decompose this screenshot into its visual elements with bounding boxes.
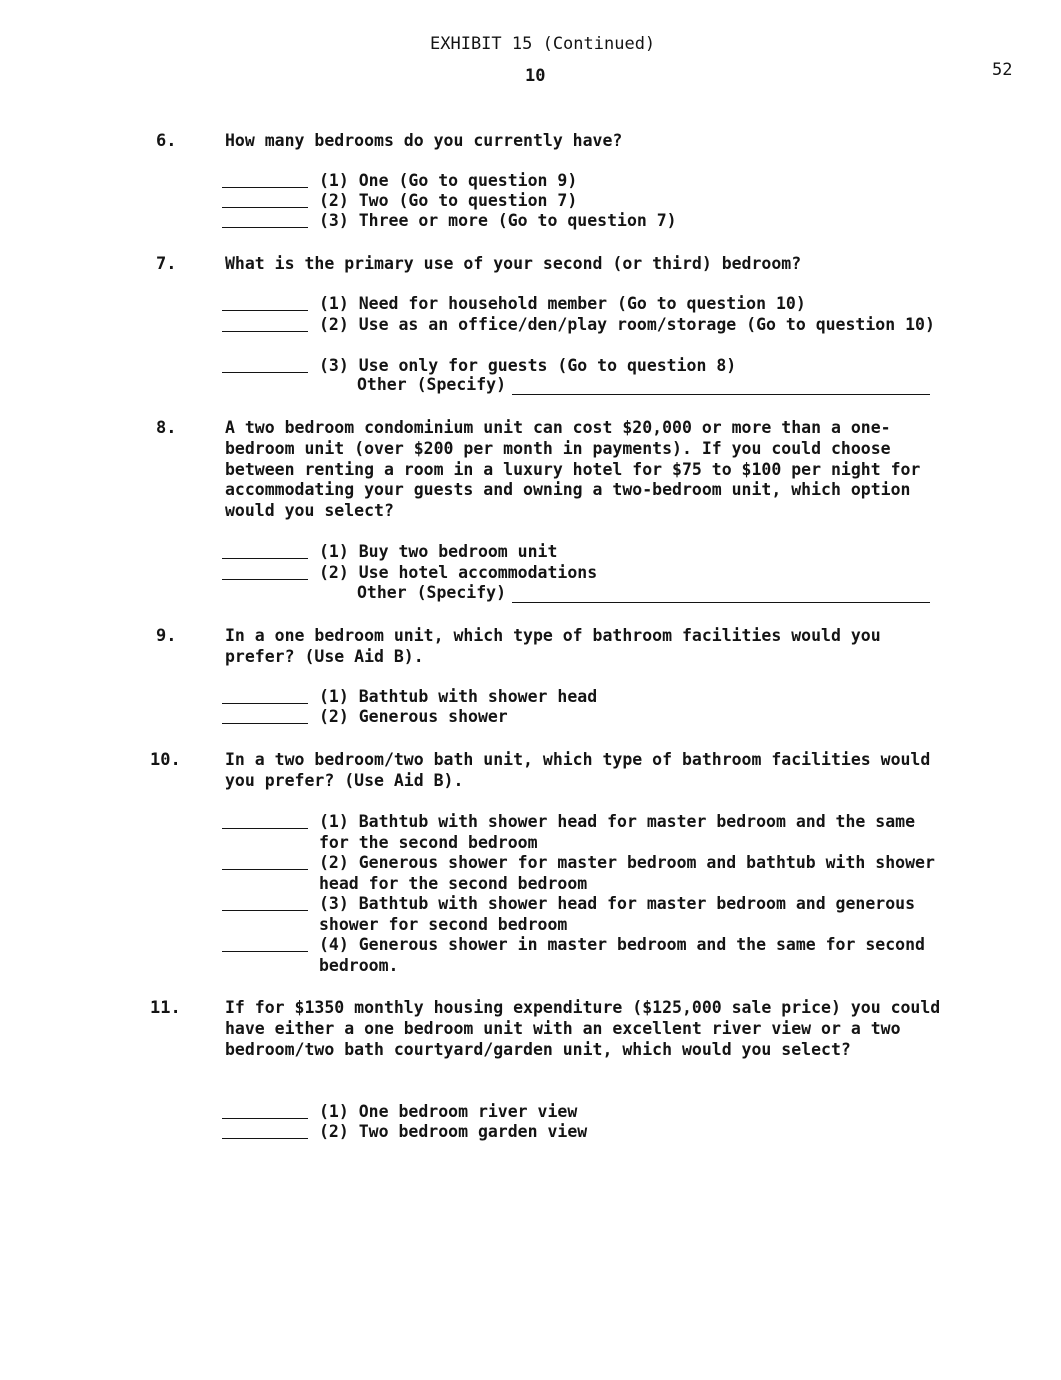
other-specify-label: Other (Specify)	[357, 583, 507, 602]
question-text: In a two bedroom/two bath unit, which type of bathroom facilities would you prefer? (Use Aid B).	[225, 750, 931, 790]
answer-blank[interactable]	[222, 828, 308, 829]
answer-option	[222, 542, 962, 562]
option-label: (3) Use only for guests (Go to question 8)	[319, 356, 737, 375]
answer-option	[222, 356, 962, 376]
answer-blank[interactable]	[222, 187, 308, 188]
answer-option	[222, 171, 962, 191]
other-specify	[357, 583, 957, 605]
answer-option	[222, 294, 962, 314]
question-text: If for $1350 monthly housing expenditure ($125,000 sale price) you could have either a one bedroom unit with an excellent river view or a two bedroom/two bath courtyard/garden unit, which would you select?	[225, 998, 941, 1059]
other-specify-line[interactable]	[512, 394, 930, 395]
option-label: (2) Generous shower	[319, 707, 508, 726]
question-number: 9.	[156, 626, 177, 646]
other-specify-label: Other (Specify)	[357, 375, 507, 394]
option-label: (2) Two bedroom garden view	[319, 1122, 588, 1141]
question-number: 7.	[156, 254, 177, 274]
question-text: A two bedroom condominium unit can cost $20,000 or more than a one-bedroom unit (over $200 per month in payments). If you could choose between renting a room in a luxury hotel for $75 to $100 per night for accommodating your guests and owning a two-bedroom unit, which option would you select?	[225, 418, 921, 521]
option-label: (3) Bathtub with shower head for master bedroom and generous shower for second bedroom	[319, 894, 916, 934]
answer-blank[interactable]	[222, 227, 308, 228]
answer-blank[interactable]	[222, 1138, 308, 1139]
option-label: (2) Generous shower for master bedroom and bathtub with shower head for the second bedroom	[319, 853, 935, 893]
option-label: (1) Need for household member (Go to question 10)	[319, 294, 806, 313]
option-label: (1) Bathtub with shower head for master bedroom and the same for the second bedroom	[319, 812, 916, 852]
answer-blank[interactable]	[222, 331, 308, 332]
question-number: 6.	[156, 131, 177, 151]
answer-blank[interactable]	[222, 951, 308, 952]
question-number: 11.	[150, 998, 181, 1018]
question-number: 8.	[156, 418, 177, 438]
answer-option	[222, 191, 962, 211]
answer-option	[222, 1102, 962, 1122]
answer-option	[222, 894, 962, 934]
option-label: (3) Three or more (Go to question 7)	[319, 211, 677, 230]
option-label: (1) One (Go to question 9)	[319, 171, 578, 190]
answer-option	[222, 687, 962, 707]
answer-blank[interactable]	[222, 558, 308, 559]
answer-option	[222, 211, 962, 231]
answer-blank[interactable]	[222, 869, 308, 870]
answer-blank[interactable]	[222, 723, 308, 724]
question-text: How many bedrooms do you currently have?	[225, 131, 623, 150]
option-label: (2) Two (Go to question 7)	[319, 191, 578, 210]
option-label: (2) Use as an office/den/play room/storage (Go to question 10)	[319, 315, 935, 334]
answer-option	[222, 707, 962, 727]
sub-page-number: 10	[525, 66, 546, 86]
question-text: What is the primary use of your second (or third) bedroom?	[225, 254, 802, 273]
answer-blank[interactable]	[222, 310, 308, 311]
answer-option	[222, 563, 962, 583]
exhibit-heading: EXHIBIT 15 (Continued)	[430, 34, 656, 54]
option-label: (1) Buy two bedroom unit	[319, 542, 558, 561]
option-label: (1) Bathtub with shower head	[319, 687, 598, 706]
answer-blank[interactable]	[222, 703, 308, 704]
answer-option	[222, 315, 962, 335]
other-specify	[357, 375, 957, 397]
question-number: 10.	[150, 750, 181, 770]
option-label: (4) Generous shower in master bedroom and the same for second bedroom.	[319, 935, 925, 975]
option-label: (2) Use hotel accommodations	[319, 563, 598, 582]
question-text: In a one bedroom unit, which type of bathroom facilities would you prefer? (Use Aid B).	[225, 626, 881, 666]
answer-blank[interactable]	[222, 372, 308, 373]
option-label: (1) One bedroom river view	[319, 1102, 578, 1121]
answer-blank[interactable]	[222, 910, 308, 911]
answer-option	[222, 812, 962, 852]
answer-option	[222, 853, 962, 893]
answer-option	[222, 935, 962, 975]
answer-option	[222, 1122, 962, 1142]
answer-blank[interactable]	[222, 1118, 308, 1119]
answer-blank[interactable]	[222, 579, 308, 580]
page-number: 52	[992, 60, 1013, 80]
answer-blank[interactable]	[222, 207, 308, 208]
other-specify-line[interactable]	[512, 602, 930, 603]
